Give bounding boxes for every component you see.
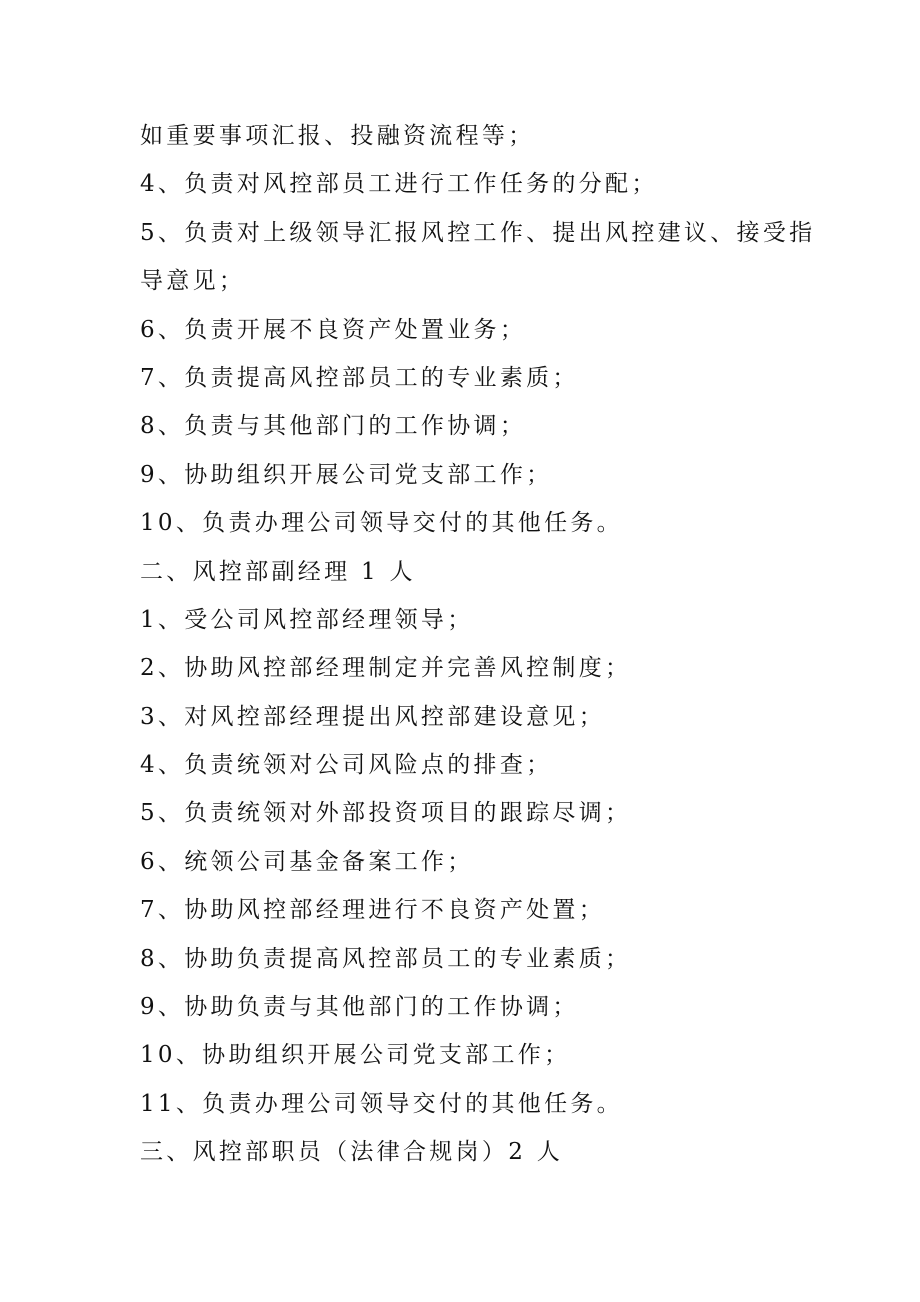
text-line: 4、负责统领对公司风险点的排查； [140, 752, 553, 779]
text-line: 10、协助组织开展公司党支部工作； [140, 1042, 571, 1069]
text-line: 8、负责与其他部门的工作协调； [140, 413, 527, 440]
text-line: 2、协助风控部经理制定并完善风控制度； [140, 655, 632, 682]
text-line: 10、负责办理公司领导交付的其他任务。 [140, 510, 623, 537]
text-line: 9、协助负责与其他部门的工作协调； [140, 994, 579, 1021]
text-line: 8、协助负责提高风控部员工的专业素质； [140, 945, 632, 972]
document-body [140, 112, 816, 1177]
text-line: 9、协助组织开展公司党支部工作； [140, 461, 553, 488]
text-line: 6、负责开展不良资产处置业务； [140, 316, 527, 343]
text-line: 11、负责办理公司领导交付的其他任务。 [140, 1090, 623, 1117]
section-heading: 二、风控部副经理 1 人 [140, 558, 416, 585]
text-line: 1、受公司风控部经理领导； [140, 606, 474, 633]
text-line: 4、负责对风控部员工进行工作任务的分配； [140, 171, 658, 198]
text-line: 如重要事项汇报、投融资流程等； [140, 123, 535, 149]
section-heading: 三、风控部职员（法律合规岗）2 人 [140, 1139, 564, 1166]
text-line: 3、对风控部经理提出风控部建设意见； [140, 703, 606, 730]
text-line: 导意见； [140, 268, 246, 295]
text-line: 6、统领公司基金备案工作； [140, 848, 474, 875]
text-line: 5、负责统领对外部投资项目的跟踪尽调； [140, 800, 632, 827]
text-line: 5、负责对上级领导汇报风控工作、提出风控建议、接受指 [140, 219, 816, 246]
text-line: 7、协助风控部经理进行不良资产处置； [140, 897, 606, 924]
text-line: 7、负责提高风控部员工的专业素质； [140, 364, 579, 391]
